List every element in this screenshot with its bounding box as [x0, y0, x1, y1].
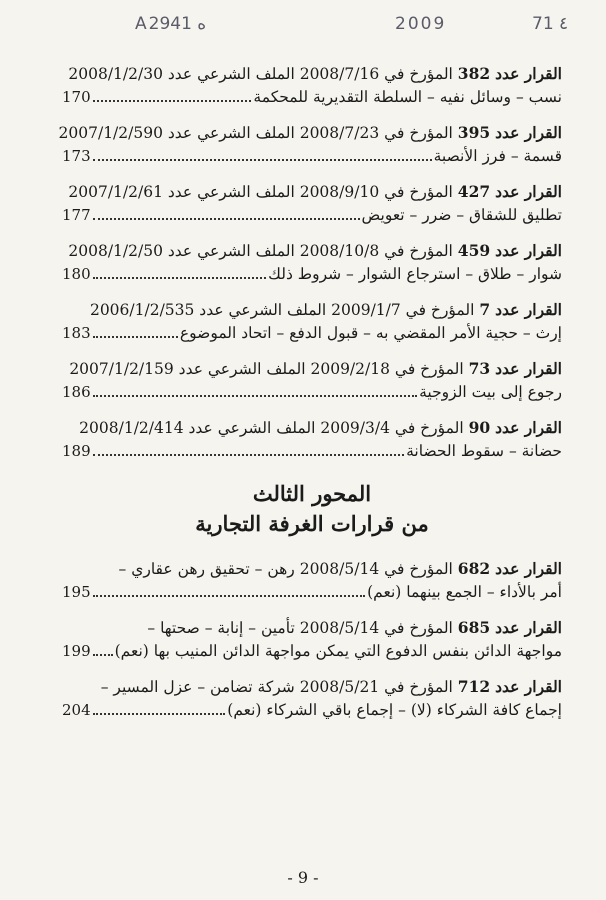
- entry-number: 7: [479, 300, 491, 319]
- entry-page-number: 183: [62, 324, 91, 342]
- entry-heading: [62, 675, 562, 699]
- entry-subject-line: [62, 322, 562, 345]
- entry-subject-line: [62, 86, 562, 109]
- entry-details: المؤرخ في 2008/10/8 الملف الشرعي عدد 2008/1/2/50: [68, 242, 458, 260]
- page-number: - 9 -: [287, 868, 319, 887]
- dot-leader: [93, 86, 252, 102]
- entry-number: 427: [457, 182, 491, 201]
- section-subtitle: من قرارات الغرفة التجارية: [195, 511, 429, 536]
- entry-heading: [58, 121, 562, 145]
- entries-list-sharia: [58, 62, 562, 463]
- dot-leader: [93, 263, 267, 279]
- toc-entry: [62, 616, 562, 663]
- entry-subject-line: [62, 581, 562, 604]
- entry-subject: إرث – حجية الأمر المقضي به – قبول الدفع – اتحاد الموضوع: [179, 324, 562, 342]
- entry-page-number: 199: [62, 642, 91, 660]
- dot-leader: [93, 381, 417, 397]
- entry-heading: [62, 298, 562, 322]
- entry-subject-line: [62, 440, 562, 463]
- entry-heading: [62, 180, 562, 204]
- entry-subject: شوار – طلاق – استرجاع الشوار – شروط ذلك: [268, 265, 562, 283]
- toc-entry: [62, 557, 562, 604]
- entry-heading: [62, 616, 562, 640]
- entry-details: المؤرخ في 2008/7/16 الملف الشرعي عدد 2008/1/2/30: [68, 65, 458, 83]
- entry-number: 73: [468, 359, 491, 378]
- entry-heading: [62, 416, 562, 440]
- toc-entry: [58, 121, 562, 168]
- entry-number: 682: [457, 559, 491, 578]
- entry-heading: [62, 357, 562, 381]
- table-of-contents: [58, 62, 562, 734]
- entry-label: القرار عدد: [495, 677, 562, 696]
- entry-heading: [62, 62, 562, 86]
- entry-subject: قسمة – فرز الأنصبة: [433, 147, 562, 165]
- dot-leader: [93, 581, 365, 597]
- entry-subject: إجماع كافة الشركاء (لا) – إجماع باقي الشركاء (نعم): [227, 701, 562, 719]
- entry-subject: مواجهة الدائن بنفس الدفوع التي يمكن مواجهة الدائن المنيب بها (نعم): [114, 642, 562, 660]
- entry-label: القرار عدد: [495, 359, 562, 378]
- entry-label: القرار عدد: [495, 300, 562, 319]
- entry-subject-line: [62, 699, 562, 722]
- entry-label: القرار عدد: [495, 618, 562, 637]
- toc-entry: [62, 416, 562, 463]
- entry-label: القرار عدد: [495, 418, 562, 437]
- section-heading: [62, 479, 562, 539]
- dot-leader: [93, 145, 432, 161]
- entry-page-number: 195: [62, 583, 91, 601]
- entry-details: المؤرخ في 2008/7/23 الملف الشرعي عدد 2007/1/2/590: [58, 124, 458, 142]
- handwritten-annotations: [0, 6, 606, 46]
- handwritten-reference: Aه 2941: [135, 14, 207, 34]
- entry-subject-line: [62, 204, 562, 227]
- dot-leader: [93, 440, 404, 456]
- dot-leader: [93, 204, 360, 220]
- entry-details: المؤرخ في 2009/3/4 الملف الشرعي عدد 2008/1/2/414: [79, 419, 469, 437]
- entry-page-number: 189: [62, 442, 91, 460]
- entry-label: القرار عدد: [495, 559, 562, 578]
- entry-details: المؤرخ في 2008/5/14 رهن – تحقيق رهن عقاري –: [118, 560, 458, 578]
- entry-details: المؤرخ في 2008/5/14 تأمين – إنابة – صحتها –: [147, 619, 458, 637]
- entry-page-number: 177: [62, 206, 91, 224]
- handwritten-year: 2009: [395, 14, 447, 34]
- entry-page-number: 204: [62, 701, 91, 719]
- entry-page-number: 170: [62, 88, 91, 106]
- entry-page-number: 180: [62, 265, 91, 283]
- entry-details: المؤرخ في 2008/9/10 الملف الشرعي عدد 2007/1/2/61: [68, 183, 458, 201]
- entry-number: 685: [457, 618, 491, 637]
- entry-subject-line: [62, 640, 562, 663]
- toc-entry: [62, 62, 562, 109]
- entry-number: 395: [457, 123, 491, 142]
- section-title: المحور الثالث: [252, 481, 372, 506]
- entry-heading: [62, 557, 562, 581]
- entry-subject: رجوع إلى بيت الزوجية: [419, 383, 562, 401]
- entry-number: 382: [457, 64, 491, 83]
- entry-number: 90: [468, 418, 491, 437]
- entry-subject-line: [62, 263, 562, 286]
- toc-entry: [62, 298, 562, 345]
- toc-entry: [62, 675, 562, 722]
- entry-page-number: 186: [62, 383, 91, 401]
- entry-subject: أمر بالأداء – الجمع بينهما (نعم): [367, 583, 562, 601]
- entry-number: 459: [457, 241, 491, 260]
- entry-heading: [62, 239, 562, 263]
- entry-label: القرار عدد: [495, 241, 562, 260]
- entry-label: القرار عدد: [495, 182, 562, 201]
- dot-leader: [93, 322, 178, 338]
- entry-details: المؤرخ في 2009/1/7 الملف الشرعي عدد 2006/1/2/535: [89, 301, 480, 319]
- entry-subject: حضانة – سقوط الحضانة: [406, 442, 562, 460]
- toc-entry: [62, 239, 562, 286]
- toc-entry: [62, 180, 562, 227]
- entry-page-number: 173: [62, 147, 91, 165]
- entry-subject-line: [62, 145, 562, 168]
- entries-list-commercial: [62, 557, 562, 722]
- dot-leader: [93, 699, 226, 715]
- handwritten-number: 71 ٤: [532, 14, 569, 34]
- entry-subject: نسب – وسائل نفيه – السلطة التقديرية للمحكمة: [253, 88, 562, 106]
- entry-details: المؤرخ في 2008/5/21 شركة تضامن – عزل المسير –: [100, 678, 458, 696]
- entry-details: المؤرخ في 2009/2/18 الملف الشرعي عدد 2007/1/2/159: [69, 360, 469, 378]
- entry-label: القرار عدد: [495, 123, 562, 142]
- entry-subject: تطليق للشقاق – ضرر – تعويض: [361, 206, 562, 224]
- entry-subject-line: [62, 381, 562, 404]
- entry-label: القرار عدد: [495, 64, 562, 83]
- dot-leader: [93, 640, 113, 656]
- entry-number: 712: [457, 677, 491, 696]
- toc-entry: [62, 357, 562, 404]
